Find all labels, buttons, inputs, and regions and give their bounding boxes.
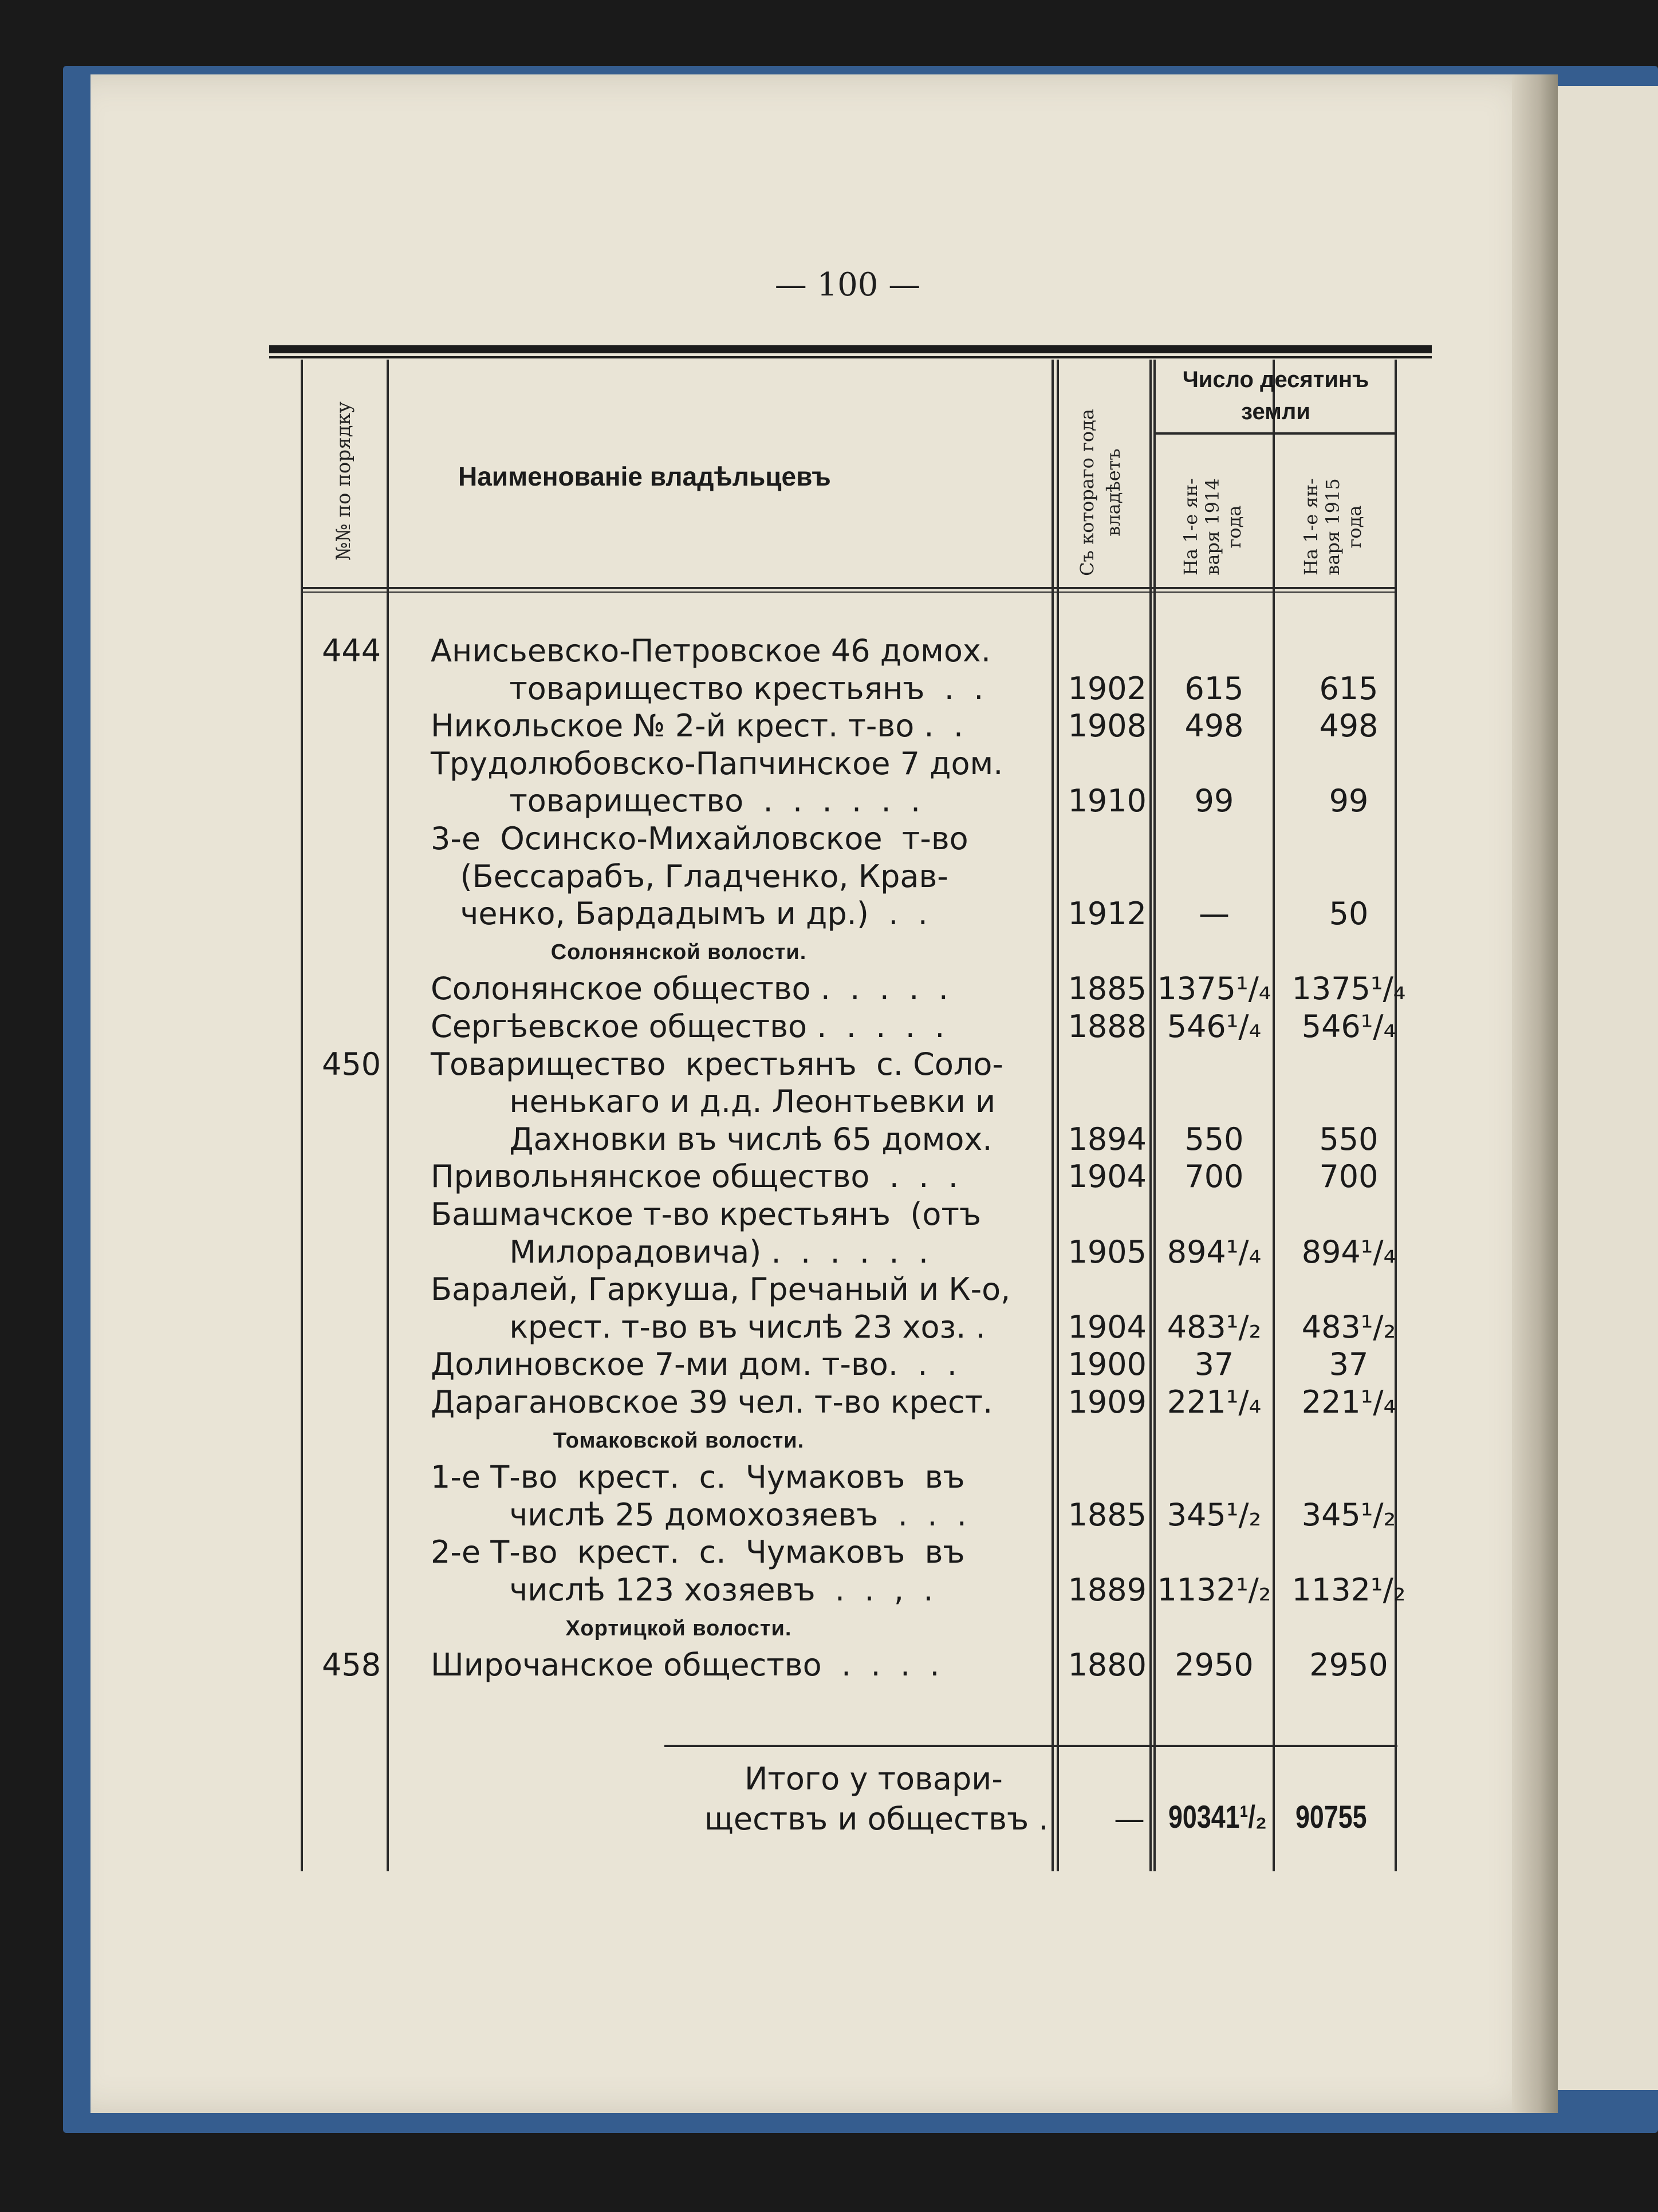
year-owned: 1889 (1068, 1572, 1147, 1608)
year-owned: 1885 (1068, 1497, 1147, 1533)
total-1914: 90341¹/₂ (1168, 1799, 1267, 1835)
table-row (298, 1158, 1420, 1195)
area-1915: 50 (1329, 896, 1369, 932)
table-row (298, 1572, 1420, 1608)
area-1914: 345¹/₂ (1167, 1497, 1262, 1533)
table-row (298, 1309, 1420, 1346)
area-1915: 894¹/₄ (1301, 1234, 1396, 1270)
table-row (298, 1497, 1420, 1533)
section-heading: Хортицкой волости. (565, 1616, 792, 1641)
owner-name: числѣ 123 хозяевъ . . , . (431, 1572, 934, 1608)
table-row (298, 1346, 1420, 1383)
owner-name: ченко, Бардадымъ и др.) . . (431, 896, 928, 932)
total-year: — (1114, 1801, 1145, 1837)
area-1915: 483¹/₂ (1301, 1309, 1396, 1345)
year-owned: 1905 (1068, 1234, 1147, 1270)
table-row (298, 633, 1420, 669)
total-top-rule (664, 1745, 1397, 1747)
table-row (298, 783, 1420, 819)
year-owned: 1908 (1068, 708, 1147, 744)
year-owned: 1880 (1068, 1647, 1147, 1683)
area-1914: 1375¹/₄ (1157, 971, 1271, 1007)
owner-name: Трудолюбовско-Папчинское 7 дом. (431, 746, 1003, 782)
area-1915: 498 (1319, 708, 1379, 744)
area-1915: 37 (1329, 1346, 1369, 1382)
header-col-1914: На 1-е ян- варя 1914 года (1180, 478, 1245, 575)
owner-name: Сергѣевское общество . . . . . (431, 1008, 945, 1044)
area-1915: 2950 (1309, 1647, 1388, 1683)
table-row (298, 971, 1420, 1007)
owner-name: Милорадовича) . . . . . . (431, 1234, 929, 1270)
total-label-2: ществъ и обществъ . (704, 1801, 1049, 1837)
area-1914: 498 (1184, 708, 1244, 744)
area-1915: 700 (1319, 1158, 1379, 1194)
facing-page-edge (1558, 86, 1658, 2090)
owner-name: Дарагановское 39 чел. т-во крест. (431, 1384, 993, 1420)
book-gutter (1512, 74, 1558, 2113)
year-owned: 1888 (1068, 1008, 1147, 1044)
area-1914: 1132¹/₂ (1157, 1572, 1271, 1608)
table-row (298, 1083, 1420, 1120)
table-top-rule-thin (269, 356, 1432, 358)
area-1915: 615 (1319, 671, 1379, 707)
table-row (298, 671, 1420, 707)
table-row (298, 1384, 1420, 1421)
table-top-rule (269, 345, 1432, 353)
owner-name: Товарищество крестьянъ с. Соло- (431, 1046, 1003, 1082)
header-no: №№ по порядку (332, 401, 355, 561)
header-col-1915: На 1-е ян- варя 1915 года (1300, 478, 1365, 575)
area-1915: 546¹/₄ (1301, 1008, 1396, 1044)
table-row (298, 896, 1420, 932)
row-number: 450 (322, 1046, 381, 1082)
table-row (298, 1647, 1420, 1683)
year-owned: 1912 (1068, 896, 1147, 932)
year-owned: 1910 (1068, 783, 1147, 819)
table-row (298, 1459, 1420, 1496)
table-row (298, 708, 1420, 744)
year-owned: 1909 (1068, 1384, 1147, 1420)
owner-name: Широчанское общество . . . . (431, 1647, 940, 1683)
owner-name: крест. т-во въ числѣ 23 хоз. . (431, 1309, 986, 1345)
year-owned: 1885 (1068, 971, 1147, 1007)
year-owned: 1900 (1068, 1346, 1147, 1382)
section-heading: Солонянской волости. (550, 940, 807, 964)
table-row (298, 821, 1420, 857)
table-row (298, 746, 1420, 782)
table-row (298, 1046, 1420, 1083)
area-1914: 550 (1184, 1121, 1244, 1157)
table-row (298, 1196, 1420, 1233)
area-1915: 1132¹/₂ (1291, 1572, 1406, 1608)
owner-name: товарищество крестьянъ . . (431, 671, 984, 707)
page-number: — 100 — (774, 266, 921, 303)
area-1914: 546¹/₄ (1167, 1008, 1262, 1044)
year-owned: 1904 (1068, 1158, 1147, 1194)
header-year: Съ котораго года владѣетъ (1076, 409, 1124, 576)
owner-name: Дахновки въ числѣ 65 домох. (431, 1121, 993, 1157)
table-row (298, 1121, 1420, 1158)
year-owned: 1902 (1068, 671, 1147, 707)
area-1914: 894¹/₄ (1167, 1234, 1262, 1270)
owner-name: Солонянское общество . . . . . (431, 971, 948, 1007)
area-1914: 615 (1184, 671, 1244, 707)
total-label-1: Итого у товари- (745, 1761, 1003, 1797)
year-owned: 1894 (1068, 1121, 1147, 1157)
header-group-rule (1153, 432, 1397, 435)
owner-name: Привольнянское общество . . . (431, 1158, 958, 1194)
owner-name: Долиновское 7-ми дом. т-во. . . (431, 1346, 957, 1382)
area-1915: 345¹/₂ (1301, 1497, 1396, 1533)
table-row (298, 1271, 1420, 1308)
header-group: Число десятинъ земли (1182, 367, 1369, 424)
row-number: 458 (322, 1647, 381, 1683)
area-1914: 700 (1184, 1158, 1244, 1194)
owner-name: Башмачское т-во крестьянъ (отъ (431, 1196, 982, 1232)
owner-name: числѣ 25 домохозяевъ . . . (431, 1497, 967, 1533)
year-owned: 1904 (1068, 1309, 1147, 1345)
owner-name: 2-е Т-во крест. с. Чумаковъ въ (431, 1534, 965, 1570)
table-row (298, 858, 1420, 895)
owner-name: (Бессарабъ, Гладченко, Крав- (431, 858, 948, 894)
table-row (298, 1534, 1420, 1571)
area-1915: 99 (1329, 783, 1369, 819)
total-1915: 90755 (1295, 1799, 1367, 1835)
area-1914: — (1199, 896, 1230, 932)
section-heading: Томаковской волости. (553, 1429, 805, 1453)
area-1915: 221¹/₄ (1301, 1384, 1396, 1420)
area-1914: 99 (1194, 783, 1234, 819)
owner-name: товарищество . . . . . . (431, 783, 921, 819)
owner-name: ненькаго и д.д. Леонтьевки и (431, 1083, 996, 1119)
owner-name: Баралей, Гаркуша, Гречаный и К-о, (431, 1271, 1011, 1307)
area-1914: 221¹/₄ (1167, 1384, 1262, 1420)
row-number: 444 (322, 633, 381, 669)
owner-name: 3-е Осинско-Михайловское т-во (431, 821, 968, 857)
area-1915: 1375¹/₄ (1291, 971, 1406, 1007)
owner-name: Никольское № 2-й крест. т-во . . (431, 708, 964, 744)
area-1914: 37 (1194, 1346, 1234, 1382)
table-row (298, 1008, 1420, 1045)
area-1914: 483¹/₂ (1167, 1309, 1262, 1345)
owner-name: Анисьевско-Петровское 46 домох. (431, 633, 991, 669)
table-row (298, 1234, 1420, 1271)
area-1915: 550 (1319, 1121, 1379, 1157)
area-1914: 2950 (1175, 1647, 1254, 1683)
header-name: Наименованіе владѣльцевъ (458, 462, 831, 491)
owner-name: 1-е Т-во крест. с. Чумаковъ въ (431, 1459, 965, 1495)
